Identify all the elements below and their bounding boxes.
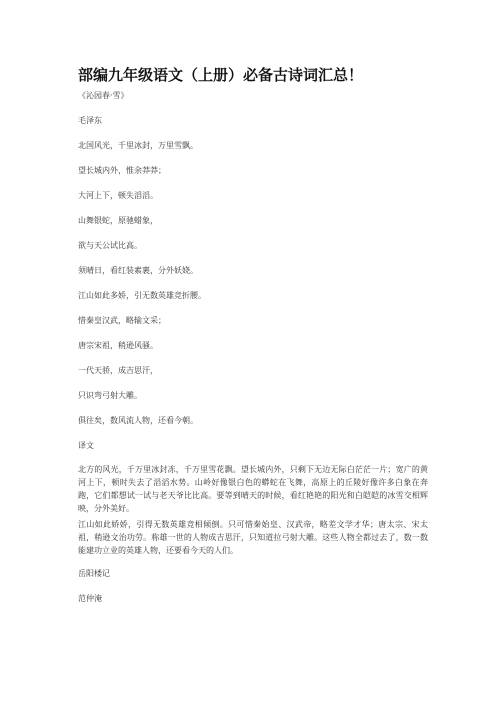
translation-heading: 译文 — [78, 441, 94, 450]
poem-author: 毛泽东 — [78, 116, 102, 125]
poem-line: 俱往矣，数风流人物，还看今朝。 — [78, 416, 198, 425]
poem-line: 唐宗宋祖，稍逊风骚。 — [78, 341, 158, 350]
poem-line: 惜秦皇汉武，略输文采； — [78, 316, 166, 325]
translation-paragraph: 北方的风光，千万里冰封冻，千万里雪花飘。望长城内外，只剩下无边无际白茫茫一片；宽广的黄河上下，顿时失去了滔滔水势。山岭好像银白色的蟒蛇在飞舞，高原上的丘陵好像许多白象在奔跑，它们都想试一试与老天爷比比高。要等到晴天的时候，看红艳艳的阳光和白皑皑的冰雪交相辉映，分外美好。 — [78, 465, 428, 513]
next-poem-title: 岳阳楼记 — [78, 569, 110, 578]
poem-line: 大河上下，顿失滔滔。 — [78, 191, 158, 200]
poem-line: 须晴日，看红装素裹，分外妖娆。 — [78, 266, 198, 275]
poem-title: 《沁园春·雪》 — [78, 91, 129, 100]
poem-line: 山舞银蛇，原驰蜡象， — [78, 216, 158, 225]
poem-line: 欲与天公试比高。 — [78, 241, 142, 250]
poem-line: 只识弯弓射大雕。 — [78, 391, 142, 400]
poem-line: 江山如此多娇，引无数英雄竞折腰。 — [78, 291, 206, 300]
next-poem-author: 范仲淹 — [78, 594, 102, 603]
poem-line: 一代天骄，成吉思汗， — [78, 366, 158, 375]
document-title: 部编九年级语文（上册）必备古诗词汇总！ — [78, 66, 364, 84]
poem-line: 望长城内外，惟余莽莽； — [78, 166, 166, 175]
poem-line: 北国风光，千里冰封，万里雪飘。 — [78, 141, 198, 150]
translation-paragraph: 江山如此娇娇，引得无数英雄竞相倾倒。只可惜秦始皇、汉武帝，略差文学才华；唐太宗、宋太祖，稍逊文治功劳。称雄一世的人物成吉思汗，只知道拉弓射大雕。这些人物全都过去了，数一数能建功立业的英雄人物，还要看今天的人们。 — [78, 520, 428, 555]
